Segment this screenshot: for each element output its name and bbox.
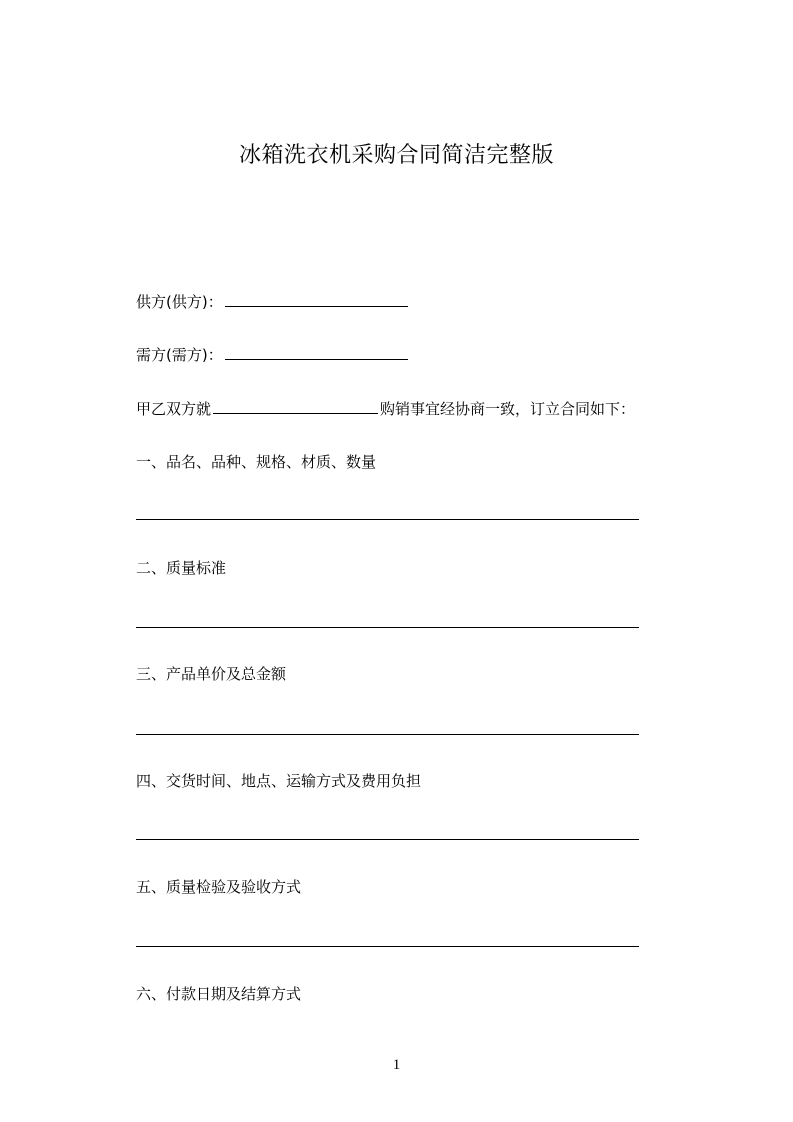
section-heading: 四、交货时间、地点、运输方式及费用负担 [136,772,422,790]
fill-in-line [136,839,639,840]
section-heading: 五、质量检验及验收方式 [136,878,302,896]
fill-in-line [136,519,639,520]
supplier-label: 供方(供方)： [136,293,223,311]
fill-in-line [136,734,639,735]
document-title: 冰箱洗衣机采购合同简洁完整版 [238,143,554,168]
fill-in-line [136,946,639,947]
section-heading: 三、产品单价及总金额 [136,665,287,683]
buyer-line [136,344,408,365]
buyer-label: 需方(需方)： [136,346,223,364]
buyer-blank [225,344,408,360]
intro-suffix: 购销事宜经协商一致，订立合同如下： [380,400,636,418]
intro-line [136,398,635,419]
section-heading: 二、质量标准 [136,559,227,577]
product-blank [213,398,378,414]
page-number: 1 [392,1057,401,1073]
intro-prefix: 甲乙双方就 [136,400,212,418]
supplier-blank [225,291,408,307]
fill-in-line [136,627,639,628]
section-heading: 一、品名、品种、规格、材质、数量 [136,453,377,471]
section-heading: 六、付款日期及结算方式 [136,985,302,1003]
supplier-line [136,291,408,312]
